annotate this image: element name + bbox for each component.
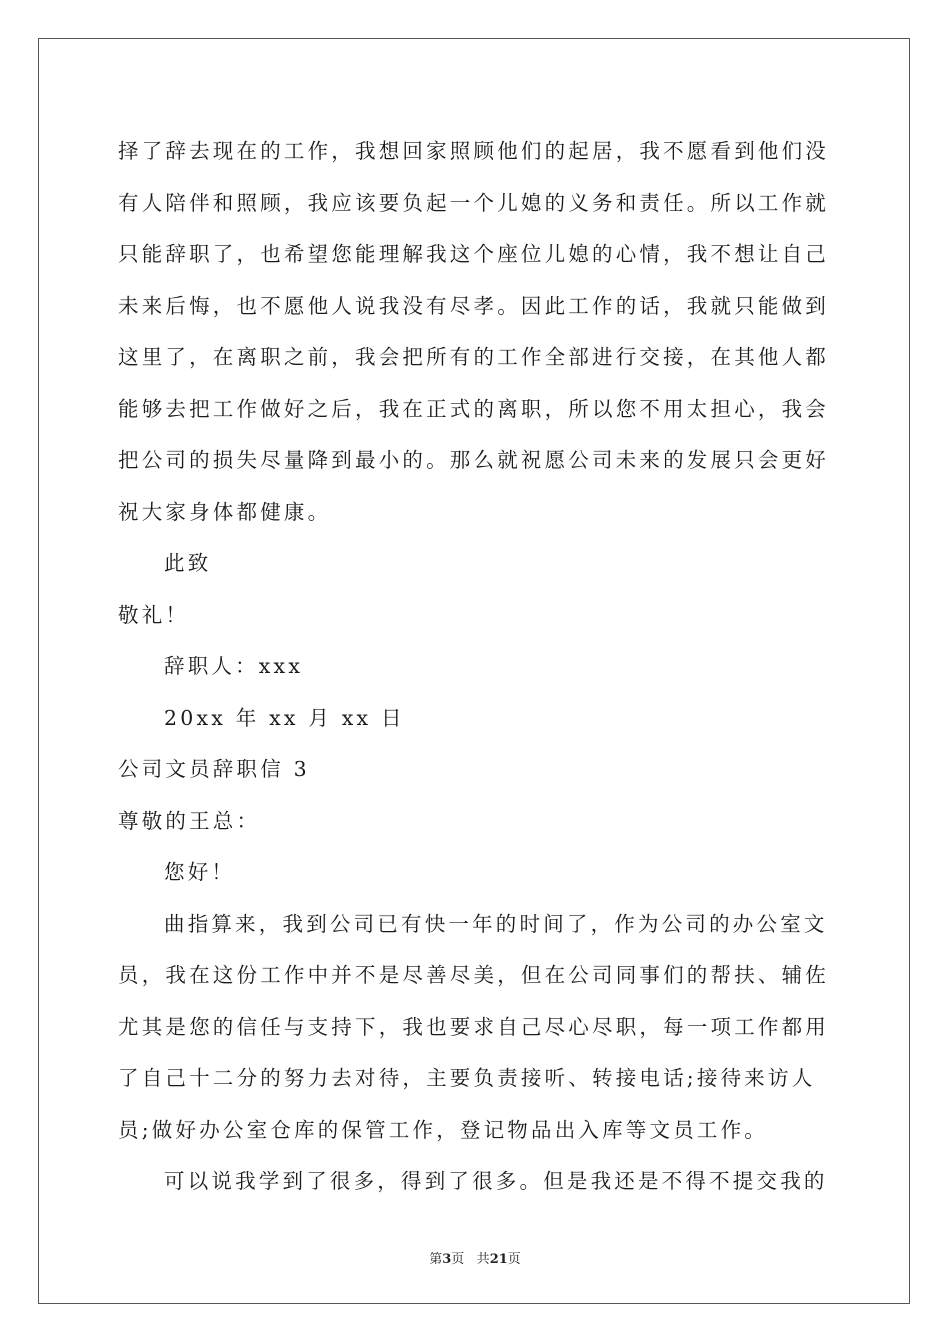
- text-line: 祝大家身体都健康。: [118, 499, 332, 524]
- text-line: 未来后悔，也不愿他人说我没有尽孝。因此工作的话，我就只能做到: [118, 293, 829, 318]
- text-line: 员;做好办公室仓库的保管工作，登记物品出入库等文员工作。: [118, 1117, 769, 1142]
- text-line: 只能辞职了，也希望您能理解我这个座位儿媳的心情，我不想让自己: [118, 242, 829, 266]
- text-line: 把公司的损失尽量降到最小的。那么就祝愿公司未来的发展只会更好: [118, 448, 829, 472]
- text-line: 员，我在这份工作中并不是尽善尽美，但在公司同事们的帮扶、辅佐: [118, 963, 829, 987]
- page-footer: [0, 1248, 950, 1267]
- text-line: 择了辞去现在的工作，我想回家照顾他们的起居，我不愿看到他们没: [118, 139, 829, 163]
- page-number: 3: [442, 1252, 452, 1267]
- letter-body: [118, 126, 834, 1208]
- page-prefix: 第: [429, 1252, 443, 1267]
- text-line: 可以说我学到了很多，得到了很多。但是我还是不得不提交我的: [164, 1169, 828, 1193]
- total-prefix: 共: [476, 1252, 490, 1267]
- total-suffix: 页: [507, 1252, 521, 1267]
- signature-date: 20xx 年 xx 月 xx 日: [164, 705, 405, 730]
- recipient-greeting: 尊敬的王总：: [118, 808, 261, 833]
- text-line: 曲指算来，我到公司已有快一年的时间了，作为公司的办公室文: [164, 911, 828, 936]
- text-line: 这里了，在离职之前，我会把所有的工作全部进行交接，在其他人都: [118, 345, 829, 369]
- text-line: 了自己十二分的努力去对待，主要负责接听、转接电话;接待来访人: [118, 1066, 816, 1090]
- closing-salutation: 此致: [164, 551, 212, 575]
- closing-respect: 敬礼！: [118, 602, 190, 627]
- signature-name: 辞职人：xxx: [164, 654, 304, 678]
- text-line: 尤其是您的信任与支持下，我也要求自己尽心尽职，每一项工作都用: [118, 1014, 829, 1039]
- section-title: 公司文员辞职信 3: [118, 757, 310, 781]
- text-line: 能够去把工作做好之后，我在正式的离职，所以您不用太担心，我会: [118, 396, 829, 421]
- page-suffix: 页: [451, 1252, 465, 1267]
- total-pages: 21: [489, 1252, 508, 1267]
- text-line: 有人陪伴和照顾，我应该要负起一个儿媳的义务和责任。所以工作就: [118, 190, 829, 215]
- greeting: 您好！: [164, 860, 236, 884]
